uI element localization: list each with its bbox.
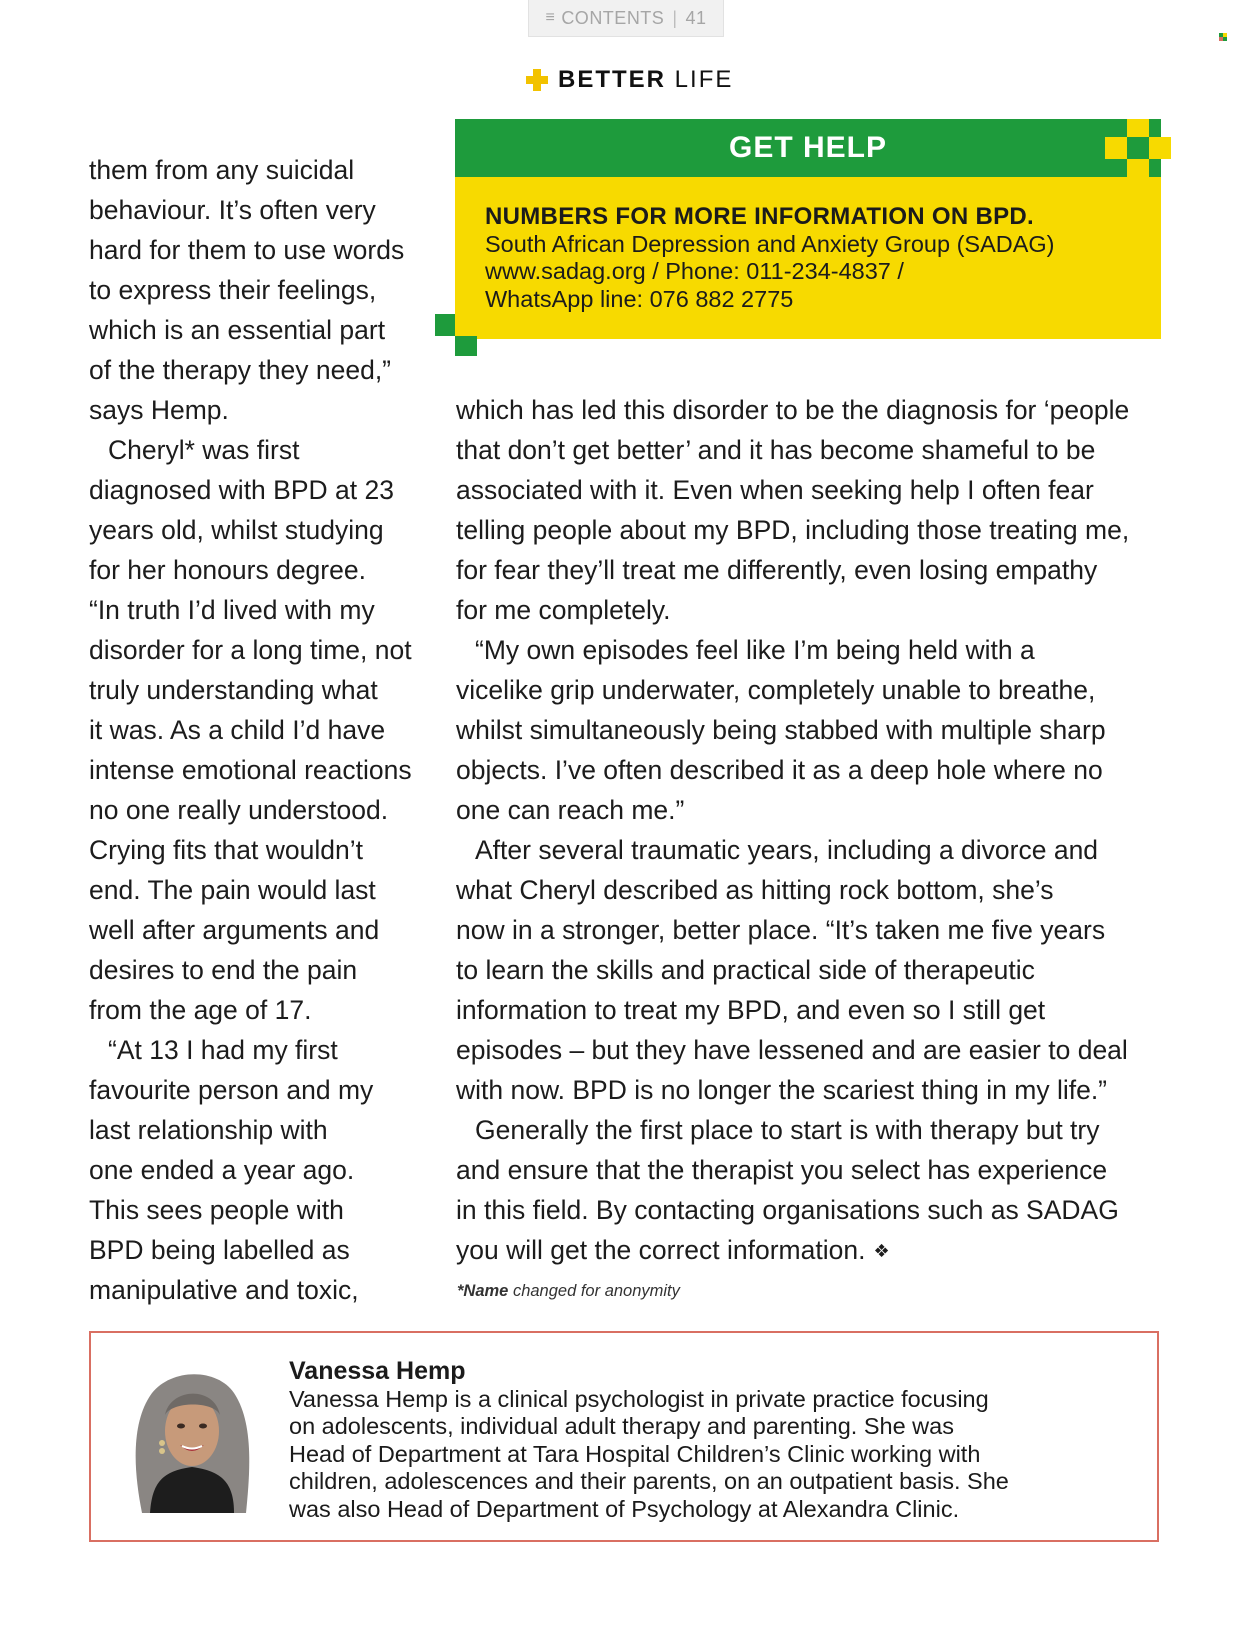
body-line: one ended a year ago.: [89, 1155, 355, 1185]
footnote: [457, 1282, 680, 1301]
plus-icon: [526, 69, 548, 91]
body-line: intense emotional reactions: [89, 755, 412, 785]
body-line: Cheryl* was first: [108, 435, 300, 465]
body-line: it was. As a child I’d have: [89, 715, 386, 745]
body-line: from the age of 17.: [89, 995, 312, 1025]
body-line: which is an essential part: [89, 315, 386, 345]
body-line: desires to end the pain: [89, 955, 358, 985]
body-line: one can reach me.”: [456, 795, 685, 825]
author-bio-line: Vanessa Hemp is a clinical psychologist in private practice focusing: [289, 1385, 989, 1412]
author-name: Vanessa Hemp: [289, 1357, 466, 1385]
page-number: 41: [685, 7, 707, 28]
body-line: diagnosed with BPD at 23: [89, 475, 394, 505]
get-help-heading: NUMBERS FOR MORE INFORMATION ON BPD.: [485, 203, 1035, 230]
author-bio-line: children, adolescences and their parents, on an outpatient basis. She: [289, 1468, 1009, 1494]
get-help-line: WhatsApp line: 076 882 2775: [485, 285, 794, 312]
section-title-regular: LIFE: [674, 66, 734, 93]
body-line: behaviour. It’s often very: [89, 195, 376, 225]
pixel-square-decoration: [1149, 137, 1171, 159]
body-line: episodes – but they have lessened and are easier to deal: [456, 1035, 1128, 1065]
body-line: now in a stronger, better place. “It’s taken me five years: [456, 915, 1106, 945]
divider: |: [672, 7, 678, 28]
body-line: hard for them to use words: [89, 235, 405, 265]
get-help-line: South African Depression and Anxiety Group (SADAG): [485, 230, 1055, 257]
body-line: This sees people with: [89, 1195, 344, 1225]
body-line: no one really understood.: [89, 795, 389, 825]
body-line: favourite person and my: [89, 1075, 374, 1105]
body-line: years old, whilst studying: [89, 515, 384, 545]
section-header: [526, 64, 733, 96]
author-bio-line: on adolescents, individual adult therapy and parenting. She was: [289, 1413, 954, 1439]
left-column: [89, 150, 434, 1310]
body-line: objects. I’ve often described it as a deep hole where no: [456, 755, 1103, 785]
section-title-bold: BETTER: [558, 66, 666, 93]
body-line: says Hemp.: [89, 395, 229, 425]
body-line: manipulative and toxic,: [89, 1275, 359, 1305]
body-line: to learn the skills and practical side of therapeutic: [456, 955, 1035, 985]
contents-label: CONTENTS: [561, 7, 665, 28]
body-line: whilst simultaneously being stabbed with multiple sharp: [456, 715, 1106, 745]
body-line: them from any suicidal: [89, 155, 355, 185]
body-line: which has led this disorder to be the diagnosis for ‘people: [456, 395, 1130, 425]
body-line: and ensure that the therapist you select has experience: [456, 1155, 1108, 1185]
body-line: in this field. By contacting organisations such as SADAG: [456, 1195, 1119, 1225]
body-line: well after arguments and: [89, 915, 380, 945]
body-line: vicelike grip underwater, completely unable to breathe,: [456, 675, 1096, 705]
body-line: Generally the first place to start is with therapy but try: [475, 1115, 1100, 1145]
body-line: for fear they’ll treat me differently, even losing empathy: [456, 555, 1098, 585]
pixel-square-decoration: [1105, 137, 1127, 159]
body-line: last relationship with: [89, 1115, 328, 1145]
body-line: Crying fits that wouldn’t: [89, 835, 363, 865]
footnote-bold: *Name: [457, 1282, 509, 1300]
body-line: associated with it. Even when seeking help I often fear: [456, 475, 1094, 505]
body-line: After several traumatic years, including a divorce and: [475, 835, 1099, 865]
body-line: to express their feelings,: [89, 275, 377, 305]
footnote-text: changed for anonymity: [508, 1282, 680, 1300]
pixel-square-decoration: [1127, 159, 1149, 177]
body-line: end. The pain would last: [89, 875, 376, 905]
body-line: with now. BPD is no longer the scariest thing in my life.”: [456, 1075, 1108, 1105]
body-line: “My own episodes feel like I’m being held with a: [475, 635, 1035, 665]
body-line: telling people about my BPD, including those treating me,: [456, 515, 1130, 545]
right-column: [456, 390, 1176, 1270]
body-line: you will get the correct information.: [456, 1235, 866, 1265]
body-line: what Cheryl described as hitting rock bottom, she’s: [456, 875, 1054, 905]
pixel-square-decoration: [455, 336, 477, 356]
pixel-square-decoration: [1127, 119, 1149, 137]
get-help-body: [455, 177, 1161, 339]
author-bio-line: was also Head of Department of Psychology at Alexandra Clinic.: [289, 1495, 960, 1522]
body-line: disorder for a long time, not: [89, 635, 412, 665]
body-line-final: [456, 1230, 1176, 1270]
get-help-title: GET HELP: [455, 119, 1161, 177]
get-help-line: www.sadag.org / Phone: 011-234-4837 /: [485, 258, 904, 284]
contents-tab[interactable]: [528, 0, 724, 37]
author-photo: [122, 1363, 260, 1513]
body-line: “At 13 I had my first: [108, 1035, 338, 1065]
pixel-square-decoration: [435, 314, 455, 336]
get-help-box: [455, 119, 1161, 339]
body-line: for her honours degree.: [89, 555, 366, 585]
menu-icon: ≡: [545, 9, 556, 26]
pixel-square-decoration: [1127, 137, 1149, 159]
end-of-article-icon: ❖: [873, 1241, 890, 1261]
body-line: for me completely.: [456, 595, 671, 625]
body-line: that don’t get better’ and it has become shameful to be: [456, 435, 1096, 465]
body-line: BPD being labelled as: [89, 1235, 350, 1265]
author-bio-line: Head of Department at Tara Hospital Children’s Clinic working with: [289, 1440, 981, 1467]
author-bio-box: [89, 1331, 1159, 1542]
body-line: information to treat my BPD, and even so I still get: [456, 995, 1046, 1025]
corner-dots-decoration: [1219, 33, 1227, 41]
body-line: “In truth I’d lived with my: [89, 595, 375, 625]
body-line: of the therapy they need,”: [89, 355, 392, 385]
body-line: truly understanding what: [89, 675, 378, 705]
